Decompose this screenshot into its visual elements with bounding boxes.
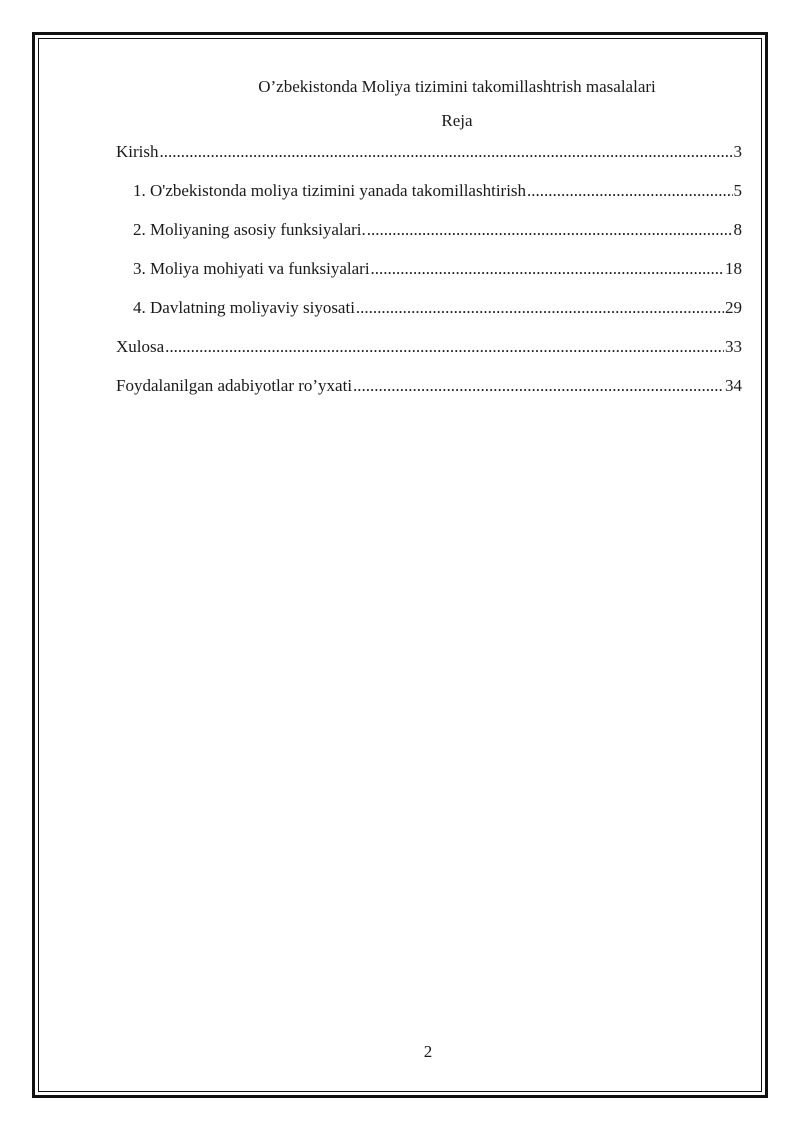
toc-entry-page: 33 bbox=[725, 337, 742, 356]
toc-entry-section-4[interactable] bbox=[116, 297, 742, 336]
toc-leader-dots bbox=[367, 219, 733, 241]
toc-entry-section-2[interactable] bbox=[116, 219, 742, 258]
toc-entry-label: Foydalanilgan adabiyotlar ro’yxati bbox=[116, 376, 353, 395]
toc-leader-dots bbox=[371, 258, 724, 280]
toc-entry-section-1[interactable] bbox=[116, 180, 742, 219]
toc-leader-dots bbox=[165, 336, 724, 358]
toc-entry-label: 2. Moliyaning asosiy funksiyalari. bbox=[133, 220, 366, 239]
toc-entry-section-3[interactable] bbox=[116, 258, 742, 297]
document-title: O’zbekistonda Moliya tizimini takomillashtrish masalalari bbox=[258, 77, 656, 96]
toc-entry-kirish[interactable] bbox=[116, 141, 742, 180]
page-number: 2 bbox=[423, 1042, 433, 1061]
toc-entry-label: 1. O'zbekistonda moliya tizimini yanada takomillashtirish bbox=[133, 181, 527, 200]
toc-entry-label: 4. Davlatning moliyaviy siyosati bbox=[133, 298, 355, 317]
toc-entry-page: 29 bbox=[725, 298, 742, 317]
toc-entry-page: 3 bbox=[733, 142, 742, 161]
toc-entry-page: 18 bbox=[725, 259, 742, 278]
toc-leader-dots bbox=[160, 141, 733, 163]
toc-entry-xulosa[interactable] bbox=[116, 336, 742, 375]
plan-heading: Reja bbox=[441, 111, 473, 130]
toc-entry-label: Xulosa bbox=[116, 337, 165, 356]
toc-leader-dots bbox=[356, 297, 724, 319]
toc-leader-dots bbox=[353, 375, 724, 397]
toc-entry-page: 8 bbox=[733, 220, 742, 239]
toc-entry-references[interactable] bbox=[116, 375, 742, 414]
toc-entry-page: 5 bbox=[733, 181, 742, 200]
toc-leader-dots bbox=[527, 180, 732, 202]
toc-entry-page: 34 bbox=[725, 376, 742, 395]
table-of-contents bbox=[116, 141, 742, 414]
toc-entry-label: Kirish bbox=[116, 142, 159, 161]
toc-entry-label: 3. Moliya mohiyati va funksiyalari bbox=[133, 259, 370, 278]
